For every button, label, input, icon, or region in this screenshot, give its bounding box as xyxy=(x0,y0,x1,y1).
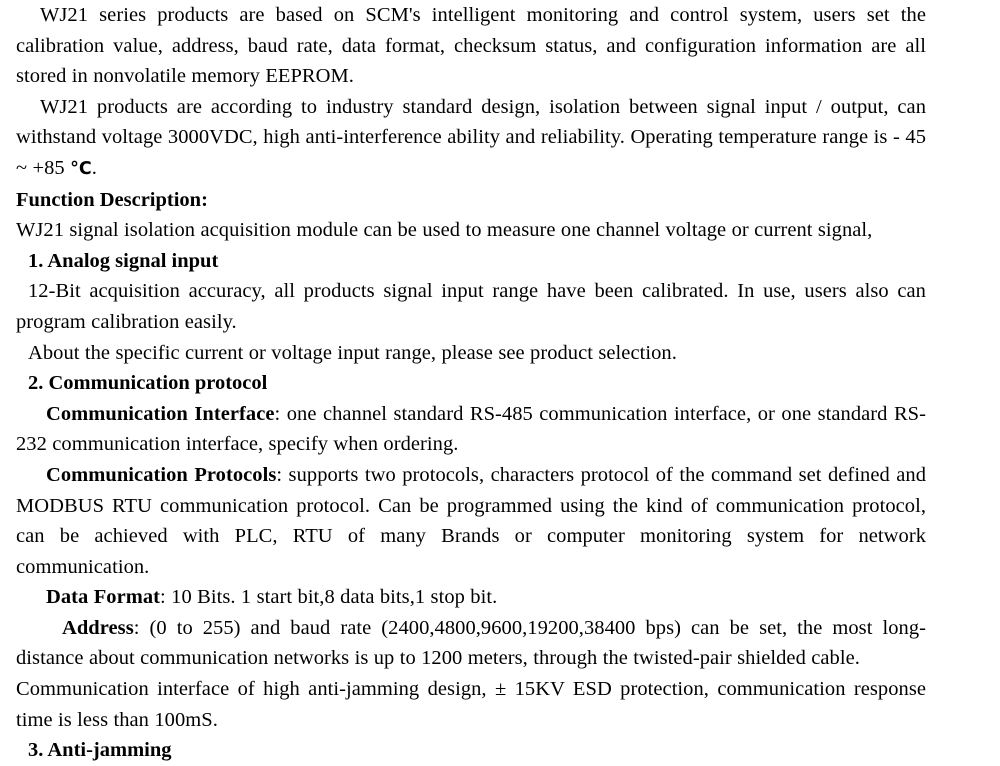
label-data-format: Data Format xyxy=(46,586,161,609)
document-text-block xyxy=(16,0,926,766)
paragraph-intro xyxy=(16,0,926,92)
paragraph-input-range-note: About the specific current or voltage input range, please see product selection. xyxy=(28,341,677,364)
paragraph-standards xyxy=(16,92,926,185)
label-communication-interface: Communication Interface xyxy=(46,402,275,425)
label-communication-protocols: Communication Protocols xyxy=(46,463,277,486)
paragraph-intro-text: WJ21 series products are based on SCM's intelligent monitoring and control system, users set the calibration value, address, baud rate, data format, checksum status, and configuration information are all stored in nonvolatile memory EEPROM. xyxy=(16,4,926,88)
text-data-format: : 10 Bits. 1 start bit,8 data bits,1 stop bit. xyxy=(160,586,498,609)
paragraph-accuracy xyxy=(16,276,926,337)
paragraph-module-summary: WJ21 signal isolation acquisition module can be used to measure one channel voltage or current signal, xyxy=(16,219,873,242)
degree-celsius-symbol: °C xyxy=(70,158,92,179)
paragraph-standards-period: . xyxy=(91,156,97,179)
heading-section-2-communication-protocol: 2. Communication protocol xyxy=(28,372,268,395)
paragraph-data-format xyxy=(16,582,926,613)
text-address: : (0 to 255) and baud rate (2400,4800,9600,19200,38400 bps) can be set, the most long-distance about communication networks is up to 1200 meters, through the twisted-pair shielded cable. xyxy=(16,616,926,670)
paragraph-anti-jamming-esd-text: Communication interface of high anti-jamming design, ± 15KV ESD protection, communication response time is less than 100mS. xyxy=(16,678,926,731)
text-communication-protocols: : supports two protocols, characters protocol of the command set defined and MODBUS RTU communication protocol. Can be programmed using the kind of communication protocol, can be achieved with PLC, RTU of many Brands or computer monitoring system for network communication. xyxy=(16,463,926,578)
label-address: Address xyxy=(62,616,134,639)
text-communication-interface: : one channel standard RS-485 communication interface, or one standard RS-232 communication interface, specify when ordering. xyxy=(16,402,926,456)
paragraph-address xyxy=(16,613,926,674)
paragraph-accuracy-text: 12-Bit acquisition accuracy, all products signal input range have been calibrated. In use, users also can program calibration easily. xyxy=(16,280,926,333)
paragraph-standards-text: WJ21 products are according to industry standard design, isolation between signal input / output, can withstand voltage 3000VDC, high anti-interference ability and reliability. Operating temperature range is - 45 ~ +85 xyxy=(16,95,926,179)
heading-section-3-anti-jamming: 3. Anti-jamming xyxy=(28,739,172,762)
heading-section-1-analog-signal-input: 1. Analog signal input xyxy=(28,249,219,272)
paragraph-anti-jamming-esd xyxy=(16,674,926,735)
heading-function-description: Function Description: xyxy=(16,188,208,211)
paragraph-communication-protocols xyxy=(16,460,926,582)
paragraph-communication-interface xyxy=(16,399,926,460)
